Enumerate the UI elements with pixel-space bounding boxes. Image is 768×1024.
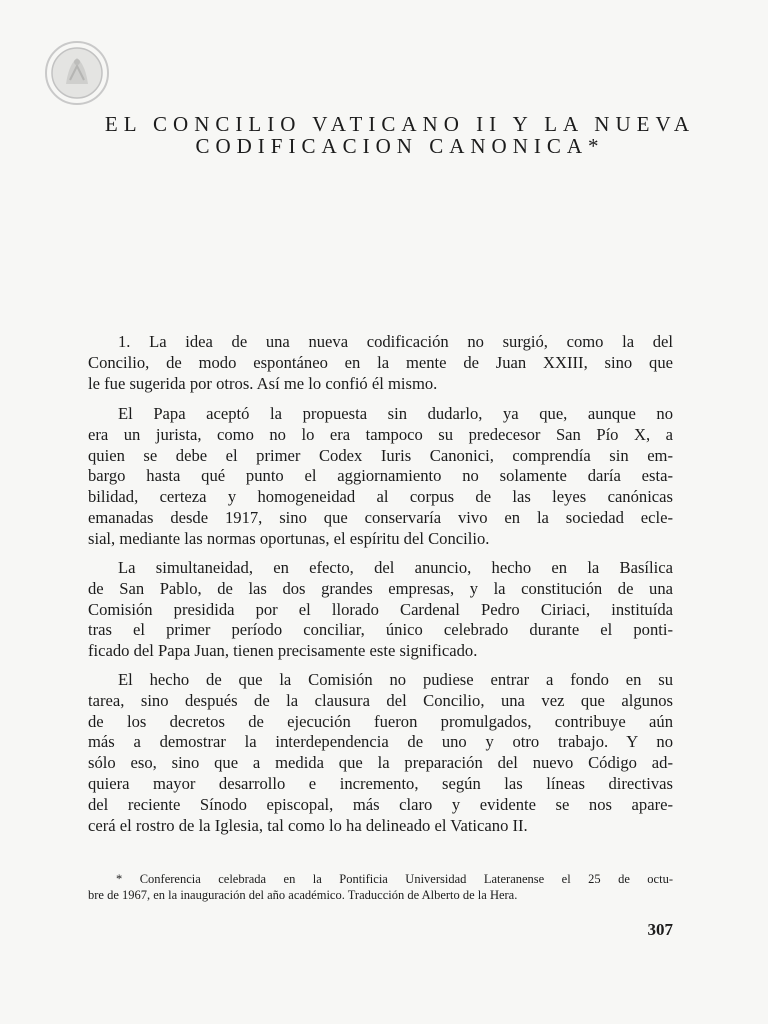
page-number: 307 [647,920,673,939]
paragraph-line: tarea, sino después de la clausura del Concilio, una vez que algunos [88,690,673,710]
article-title-line-1: EL CONCILIO VATICANO II Y LA NUEVA [104,112,696,136]
paragraph-line: bilidad, certeza y homogeneidad al corpus de las leyes canónicas [88,487,673,507]
paragraph-4 [88,670,673,836]
footnote-line: bre de 1967, en la inauguración del año académico. Traducción de Alberto de la Hera. [88,887,518,902]
paragraph-line: del reciente Sínodo episcopal, más claro y evidente se nos apare- [88,794,673,814]
paragraph-line: bargo hasta qué punto el aggiornamiento no solamente daría esta- [88,466,673,486]
paragraph-line: sólo eso, sino que a medida que la preparación del nuevo Código ad- [88,753,673,773]
footnote [88,872,673,903]
paragraph-line: era un jurista, como no lo era tampoco su predecesor San Pío X, a [88,424,673,444]
paragraph-line: cerá el rostro de la Iglesia, tal como lo ha delineado el Vaticano II. [88,815,528,835]
paragraph-line: 1. La idea de una nueva codificación no surgió, como la del [118,332,673,351]
paragraph-line: La simultaneidad, en efecto, del anuncio, hecho en la Basílica [118,558,673,577]
paragraph-2 [88,404,673,550]
paragraph-line: tras el primer período conciliar, único celebrado durante el ponti- [88,620,673,640]
paragraph-line: El hecho de que la Comisión no pudiese entrar a fondo en su [118,670,673,689]
paragraph-3 [88,558,673,662]
paragraph-line: le fue sugerida por otros. Así me lo confió él mismo. [88,373,438,393]
paragraph-line: de los decretos de ejecución fueron promulgados, contribuye aún [88,711,673,731]
paragraph-line: El Papa aceptó la propuesta sin dudarlo, ya que, aunque no [118,404,673,423]
paragraph-line: Comisión presidida por el llorado Cardenal Pedro Ciriaci, instituída [88,599,673,619]
paragraph-line: Concilio, de modo espontáneo en la mente de Juan XXIII, sino que [88,352,673,372]
article-title-line-2: CODIFICACION CANONICA* [195,134,605,158]
paragraph-line: de San Pablo, de las dos grandes empresas, y la constitución de una [88,578,673,598]
paragraph-1 [88,332,673,394]
paragraph-line: quiera mayor desarrollo e incremento, según las líneas directivas [88,773,673,793]
paragraph-line: sial, mediante las normas oportunas, el espíritu del Concilio. [88,528,490,548]
paragraph-line: emanadas desde 1917, sino que conservaría vivo en la sociedad ecle- [88,507,673,527]
seal-emblem-icon [44,40,110,106]
paragraph-line: más a demostrar la interdependencia de uno y otro trabajo. Y no [88,732,673,752]
footnote-line: * Conferencia celebrada en la Pontificia Universidad Lateranense el 25 de octu- [116,872,673,886]
paragraph-line: ficado del Papa Juan, tienen precisamente este significado. [88,641,478,661]
paragraph-line: quien se debe el primer Codex Iuris Canonici, comprendía sin em- [88,445,673,465]
